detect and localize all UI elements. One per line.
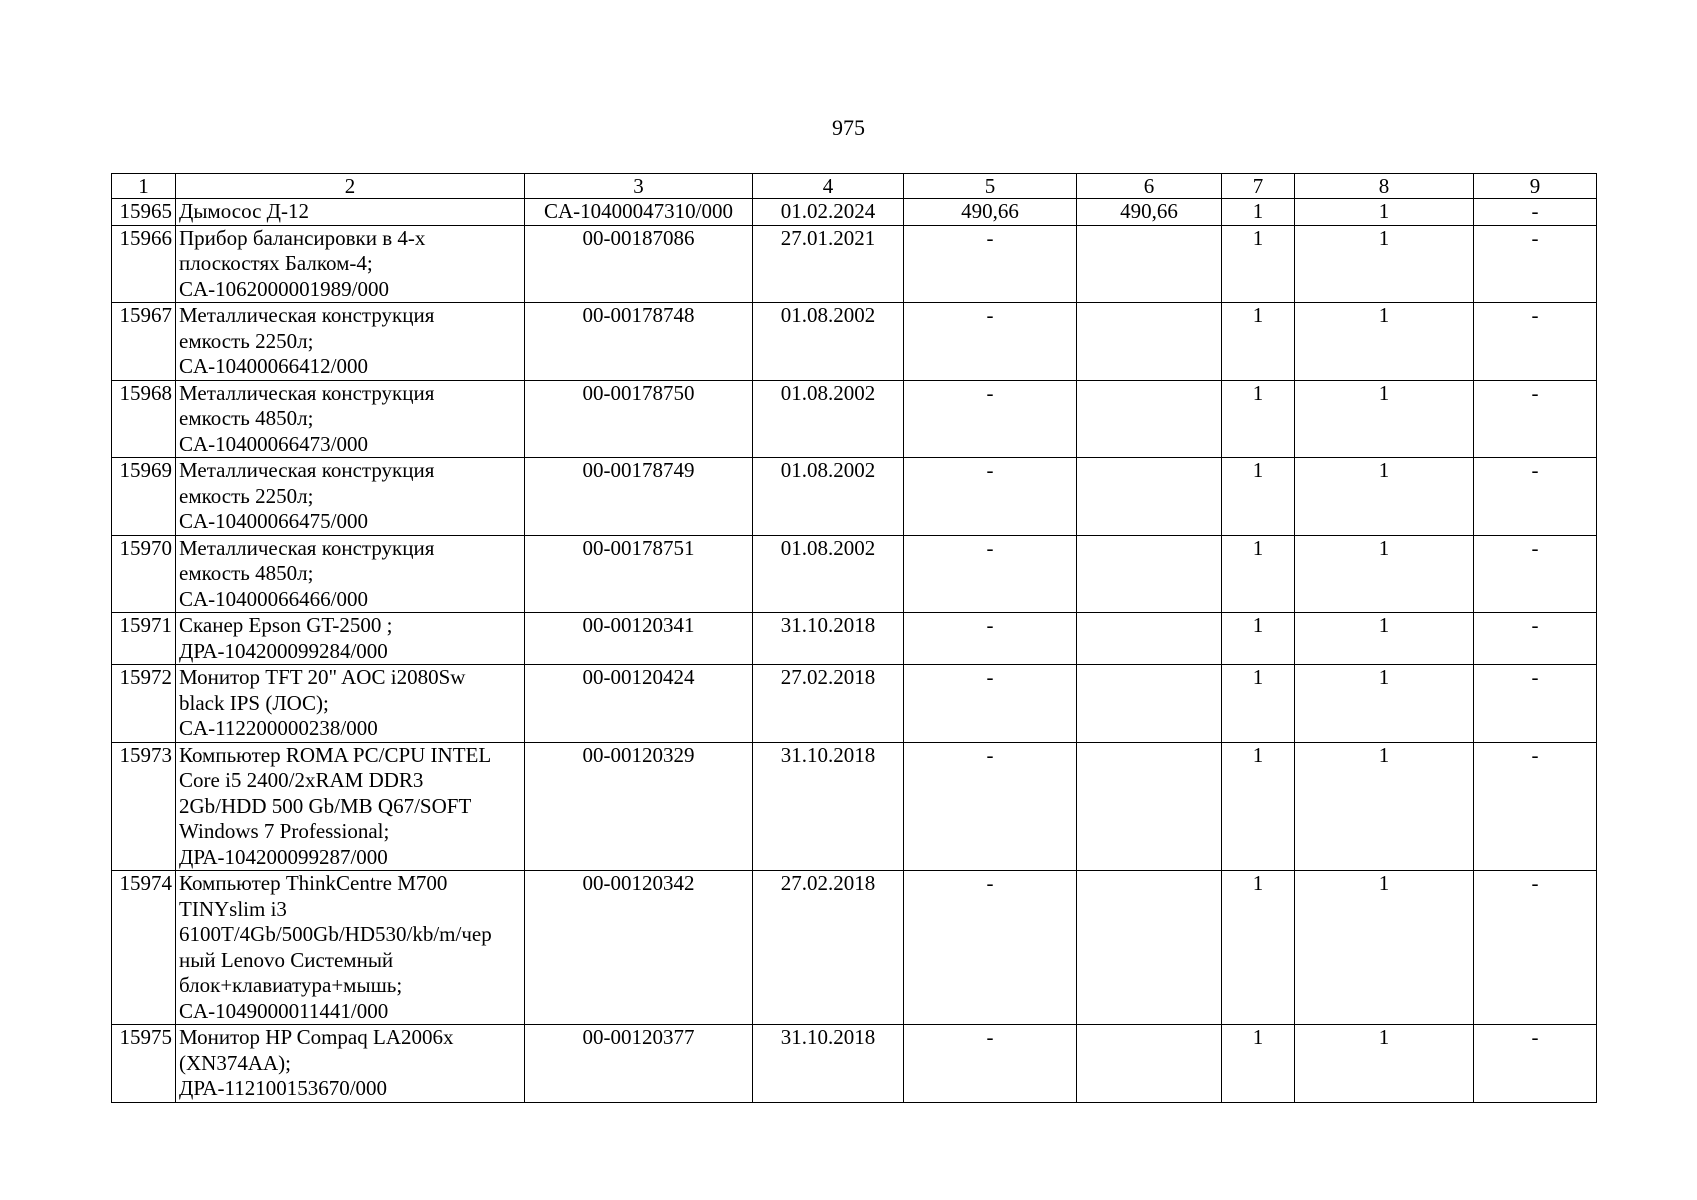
cell-column-5: - — [904, 1025, 1077, 1103]
table-row — [112, 1025, 1597, 1103]
cell-date: 27.02.2018 — [753, 871, 904, 1025]
table-row — [112, 458, 1597, 536]
cell-item-name: Дымосос Д-12 — [176, 199, 525, 226]
cell-column-6 — [1077, 742, 1222, 871]
table-row — [112, 665, 1597, 743]
cell-column-8: 1 — [1295, 303, 1474, 381]
table-row — [112, 225, 1597, 303]
cell-column-8: 1 — [1295, 225, 1474, 303]
cell-item-name: Металлическая конструкция емкость 2250л; CA-10400066412/000 — [176, 303, 525, 381]
cell-column-9: - — [1474, 613, 1597, 665]
cell-inventory-number: 00-00120342 — [525, 871, 753, 1025]
cell-date: 31.10.2018 — [753, 742, 904, 871]
cell-column-6 — [1077, 225, 1222, 303]
column-header-5: 5 — [904, 174, 1077, 199]
cell-inventory-number: 00-00178750 — [525, 380, 753, 458]
cell-inventory-number: 00-00178749 — [525, 458, 753, 536]
cell-column-7: 1 — [1222, 225, 1295, 303]
cell-column-7: 1 — [1222, 458, 1295, 536]
cell-item-name: Прибор балансировки в 4-х плоскостях Балком-4; CA-1062000001989/000 — [176, 225, 525, 303]
cell-item-name: Металлическая конструкция емкость 4850л; CA-10400066466/000 — [176, 535, 525, 613]
cell-column-8: 1 — [1295, 665, 1474, 743]
cell-date: 01.02.2024 — [753, 199, 904, 226]
cell-column-8: 1 — [1295, 871, 1474, 1025]
cell-item-name: Монитор TFT 20" AOC i2080Sw black IPS (ЛОС); CA-112200000238/000 — [176, 665, 525, 743]
cell-item-number: 15967 — [112, 303, 176, 381]
cell-item-name: Монитор HP Compaq LA2006x (XN374AA); ДРА-112100153670/000 — [176, 1025, 525, 1103]
cell-date: 27.01.2021 — [753, 225, 904, 303]
cell-inventory-number: 00-00187086 — [525, 225, 753, 303]
cell-item-number: 15965 — [112, 199, 176, 226]
table-row — [112, 380, 1597, 458]
cell-column-8: 1 — [1295, 1025, 1474, 1103]
cell-column-8: 1 — [1295, 613, 1474, 665]
cell-column-8: 1 — [1295, 199, 1474, 226]
column-header-3: 3 — [525, 174, 753, 199]
cell-column-7: 1 — [1222, 380, 1295, 458]
cell-item-name: Компьютер ThinkCentre M700 TINYslim i3 6100T/4Gb/500Gb/HD530/kb/m/чер ный Lenovo Системный блок+клавиатура+мышь; CA-1049000011441/000 — [176, 871, 525, 1025]
cell-column-8: 1 — [1295, 380, 1474, 458]
cell-inventory-number: 00-00120424 — [525, 665, 753, 743]
cell-column-7: 1 — [1222, 742, 1295, 871]
cell-item-number: 15968 — [112, 380, 176, 458]
cell-column-6 — [1077, 871, 1222, 1025]
cell-column-9: - — [1474, 871, 1597, 1025]
cell-column-8: 1 — [1295, 535, 1474, 613]
cell-column-9: - — [1474, 380, 1597, 458]
cell-column-9: - — [1474, 225, 1597, 303]
cell-column-7: 1 — [1222, 665, 1295, 743]
cell-item-name: Компьютер ROMA PC/CPU INTEL Core i5 2400/2xRAM DDR3 2Gb/HDD 500 Gb/MB Q67/SOFT Windows 7 Professional; ДРА-104200099287/000 — [176, 742, 525, 871]
cell-date: 01.08.2002 — [753, 535, 904, 613]
table-body — [112, 174, 1597, 1103]
cell-column-5: - — [904, 458, 1077, 536]
column-number-row — [112, 174, 1597, 199]
cell-column-5: - — [904, 225, 1077, 303]
cell-item-number: 15969 — [112, 458, 176, 536]
cell-inventory-number: CA-10400047310/000 — [525, 199, 753, 226]
cell-column-6 — [1077, 458, 1222, 536]
cell-item-number: 15975 — [112, 1025, 176, 1103]
cell-column-7: 1 — [1222, 1025, 1295, 1103]
cell-item-name: Сканер Epson GT-2500 ; ДРА-104200099284/000 — [176, 613, 525, 665]
cell-column-6 — [1077, 665, 1222, 743]
cell-column-6 — [1077, 303, 1222, 381]
cell-column-7: 1 — [1222, 535, 1295, 613]
cell-item-number: 15971 — [112, 613, 176, 665]
cell-inventory-number: 00-00120377 — [525, 1025, 753, 1103]
cell-item-number: 15974 — [112, 871, 176, 1025]
cell-column-5: - — [904, 871, 1077, 1025]
cell-date: 27.02.2018 — [753, 665, 904, 743]
cell-inventory-number: 00-00178751 — [525, 535, 753, 613]
cell-column-9: - — [1474, 742, 1597, 871]
cell-column-5: - — [904, 535, 1077, 613]
cell-item-number: 15972 — [112, 665, 176, 743]
table-row — [112, 871, 1597, 1025]
page-number: 975 — [832, 115, 865, 140]
cell-column-6 — [1077, 613, 1222, 665]
column-header-9: 9 — [1474, 174, 1597, 199]
cell-inventory-number: 00-00120341 — [525, 613, 753, 665]
cell-column-5: 490,66 — [904, 199, 1077, 226]
cell-column-5: - — [904, 613, 1077, 665]
cell-item-name: Металлическая конструкция емкость 4850л; CA-10400066473/000 — [176, 380, 525, 458]
cell-column-8: 1 — [1295, 742, 1474, 871]
cell-column-8: 1 — [1295, 458, 1474, 536]
cell-date: 31.10.2018 — [753, 613, 904, 665]
cell-column-7: 1 — [1222, 871, 1295, 1025]
cell-item-name: Металлическая конструкция емкость 2250л; CA-10400066475/000 — [176, 458, 525, 536]
table-row — [112, 613, 1597, 665]
cell-inventory-number: 00-00178748 — [525, 303, 753, 381]
column-header-2: 2 — [176, 174, 525, 199]
column-header-7: 7 — [1222, 174, 1295, 199]
cell-column-6 — [1077, 380, 1222, 458]
cell-date: 01.08.2002 — [753, 303, 904, 381]
cell-column-9: - — [1474, 199, 1597, 226]
cell-column-5: - — [904, 742, 1077, 871]
table-row — [112, 535, 1597, 613]
cell-item-number: 15966 — [112, 225, 176, 303]
cell-date: 01.08.2002 — [753, 458, 904, 536]
cell-column-5: - — [904, 303, 1077, 381]
column-header-4: 4 — [753, 174, 904, 199]
table-row — [112, 303, 1597, 381]
cell-column-9: - — [1474, 1025, 1597, 1103]
table-row — [112, 199, 1597, 226]
cell-column-7: 1 — [1222, 303, 1295, 381]
cell-column-9: - — [1474, 665, 1597, 743]
registry-table — [111, 173, 1597, 1103]
cell-column-6 — [1077, 535, 1222, 613]
cell-inventory-number: 00-00120329 — [525, 742, 753, 871]
cell-column-9: - — [1474, 303, 1597, 381]
column-header-1: 1 — [112, 174, 176, 199]
table-row — [112, 742, 1597, 871]
cell-date: 31.10.2018 — [753, 1025, 904, 1103]
cell-column-5: - — [904, 665, 1077, 743]
cell-column-5: - — [904, 380, 1077, 458]
cell-column-9: - — [1474, 458, 1597, 536]
column-header-6: 6 — [1077, 174, 1222, 199]
cell-column-9: - — [1474, 535, 1597, 613]
column-header-8: 8 — [1295, 174, 1474, 199]
cell-item-number: 15970 — [112, 535, 176, 613]
cell-date: 01.08.2002 — [753, 380, 904, 458]
cell-item-number: 15973 — [112, 742, 176, 871]
cell-column-6 — [1077, 1025, 1222, 1103]
cell-column-6: 490,66 — [1077, 199, 1222, 226]
cell-column-7: 1 — [1222, 199, 1295, 226]
cell-column-7: 1 — [1222, 613, 1295, 665]
